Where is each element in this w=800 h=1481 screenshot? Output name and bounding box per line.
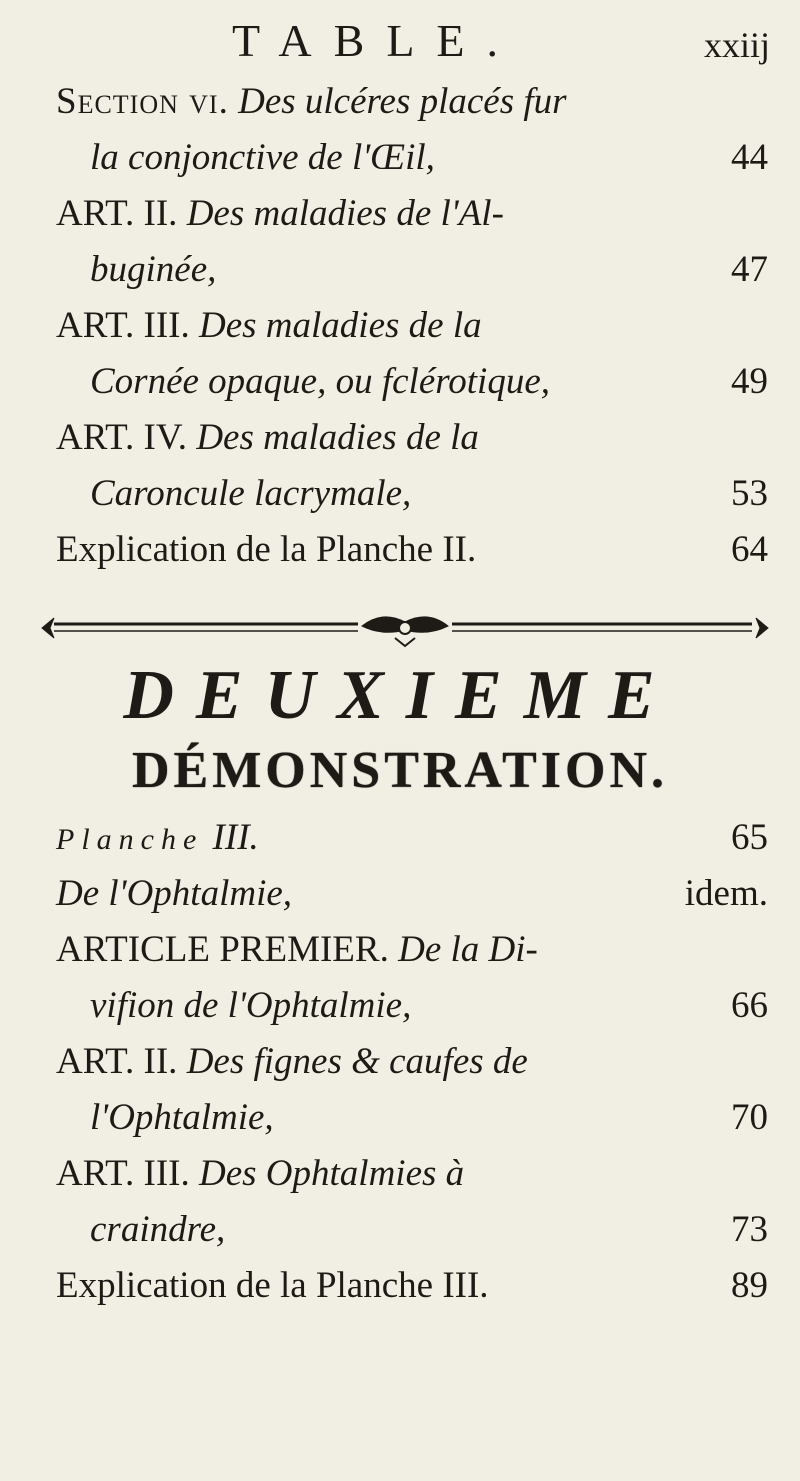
article-label: ART. IV. [56, 417, 188, 458]
article-title-cont: Cornée opaque, ou fclérotique, [90, 361, 551, 402]
section-title-cont: la conjonctive de l'Œil, [90, 137, 435, 178]
article-title: Des maladies de la [196, 417, 479, 458]
article-label: ART. III. [56, 305, 190, 346]
part-title: DEUXIEME [123, 657, 677, 734]
article-title: Des maladies de l'Al- [186, 193, 504, 234]
toc-entry-art-3b [56, 1146, 768, 1258]
article-title-cont: Caroncule lacrymale, [90, 473, 412, 514]
running-head [0, 10, 800, 70]
page-number: 65 [731, 817, 768, 858]
page-number: 44 [731, 137, 768, 178]
planche-label: Planche [56, 823, 204, 856]
page-number: 47 [731, 249, 768, 290]
toc-entry-section-vi [56, 74, 768, 186]
article-title: De la Di- [398, 929, 538, 970]
article-label: ARTICLE PREMIER. [56, 929, 389, 970]
article-label: ART. III. [56, 1153, 190, 1194]
page-number: 66 [731, 985, 768, 1026]
page-number: 70 [731, 1097, 768, 1138]
page-folio: xxiij [703, 25, 770, 65]
toc-entry-article-1 [56, 922, 768, 1034]
article-title-cont: craindre, [90, 1209, 226, 1250]
page-number: 73 [731, 1209, 768, 1250]
toc-entry-explication-2 [56, 522, 768, 578]
article-title-cont: vifion de l'Ophtalmie, [90, 985, 412, 1026]
article-title: Des maladies de la [199, 305, 482, 346]
section-title: Des ulcéres placés fur [238, 81, 567, 122]
toc-entry-explication-3 [56, 1258, 768, 1314]
toc-entry-art-2 [56, 186, 768, 298]
section-label: Section vi. [56, 81, 229, 122]
toc-entry-art-2b [56, 1034, 768, 1146]
part-subtitle: DÉMONSTRATION. [131, 742, 669, 799]
running-head-title: TABLE. [232, 15, 521, 66]
ornament-rule [40, 608, 770, 648]
toc-entry-art-3 [56, 298, 768, 410]
page-number: 64 [731, 529, 768, 570]
page-number: idem. [684, 873, 768, 914]
toc-entry-planche-3 [56, 810, 768, 866]
page-number: 53 [731, 473, 768, 514]
ophtalmie-title: De l'Ophtalmie, [56, 873, 293, 914]
page-number: 49 [731, 361, 768, 402]
article-label: ART. II. [56, 193, 178, 234]
toc-entry-ophtalmie [56, 866, 768, 922]
article-title-cont: buginée, [90, 249, 217, 290]
explication-text: Explication de la Planche III. [56, 1265, 489, 1306]
planche-number: III. [212, 817, 259, 858]
page-number: 89 [731, 1265, 768, 1306]
explication-text: Explication de la Planche II. [56, 529, 477, 570]
article-label: ART. II. [56, 1041, 178, 1082]
article-title: Des Ophtalmies à [199, 1153, 465, 1194]
article-title-cont: l'Ophtalmie, [90, 1097, 274, 1138]
article-title: Des fignes & caufes de [186, 1041, 528, 1082]
toc-entry-art-4 [56, 410, 768, 522]
